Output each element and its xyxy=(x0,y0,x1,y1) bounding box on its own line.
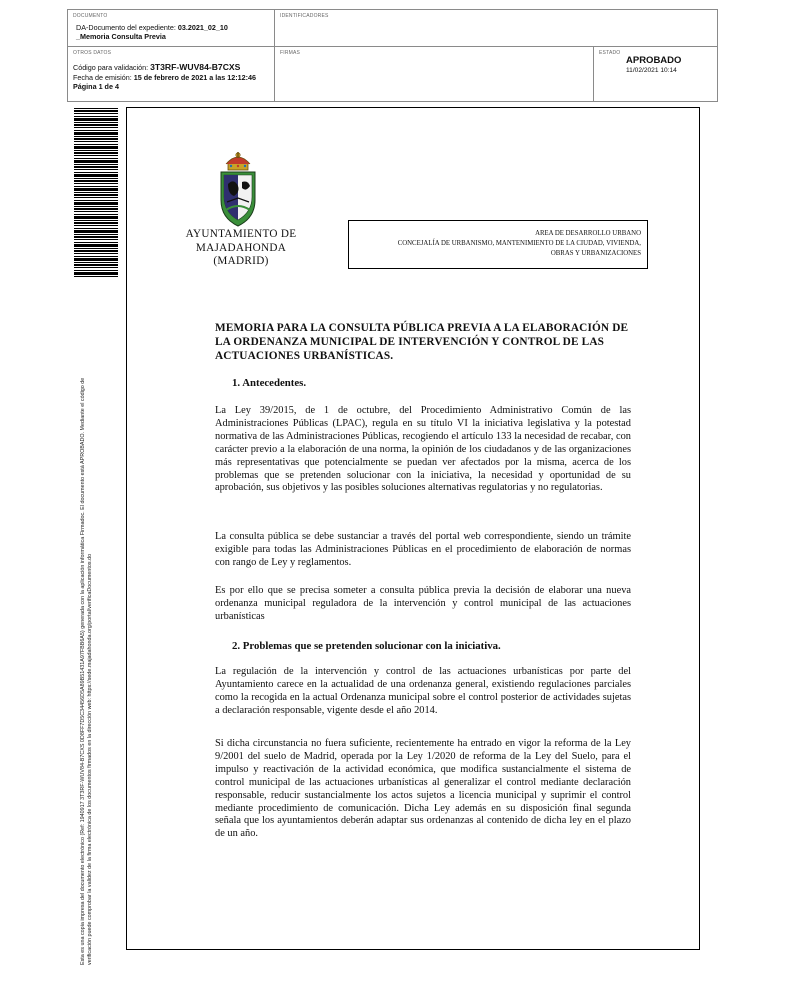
firmas-label: FIRMAS xyxy=(280,50,301,56)
otros-datos-label: OTROS DATOS xyxy=(73,50,112,56)
ayto-line3: (MADRID) xyxy=(213,255,269,267)
ayto-line2: MAJADAHONDA xyxy=(195,241,287,254)
paragraph-4: La regulación de la intervención y control de las actuaciones urbanísticas por parte del Ayuntamiento carece en la actualidad de una ordenanza general, existiendo regulaciones parciales como la recogida en la actual Ordenanza municipal sobre el control posterior de actividades sujetas a declaración responsable, vigente desde el año 2014. xyxy=(215,666,631,716)
barcode xyxy=(74,108,118,278)
document-header xyxy=(67,9,718,102)
document-title: MEMORIA PARA LA CONSULTA PÚBLICA PREVIA A LA ELABORACIÓN DE LA ORDENANZA MUNICIPAL DE INTERVENCIÓN Y CONTROL DE LAS ACTUACIONES URBANÍSTICAS. xyxy=(215,322,629,362)
area-line2: CONCEJALÍA DE URBANISMO, MANTENIMIENTO DE LA CIUDAD, VIVIENDA, xyxy=(397,240,641,247)
paragraph-5: Si dicha circunstancia no fuera suficiente, recientemente ha entrado en vigor la reforma de la Ley 9/2001 del suelo de Madrid, operada por la Ley 1/2020 de reforma de la Ley del Suelo, para el impulso y reactivación de la actividad económica, que modifica sustancialmente el sistema de control municipal de las actuaciones urbanísticas al generalizar el control mediante declaración responsable, reducir sustancialmente los actos sujetos a licencia municipal y suprimir el control mediante procedimiento de comunicación. Dicha Ley además en su disposición final segunda señala que los ayuntamientos deberán adaptar sus ordenanzas al contenido de dicha ley en el plazo de un año. xyxy=(215,738,631,840)
area-line1: AREA DE DESARROLLO URBANO xyxy=(535,230,641,237)
paragraph-1: La Ley 39/2015, de 1 de octubre, del Procedimiento Administrativo Común de las Administraciones Públicas (LPAC), regula en su título VI la iniciativa legislativa y la potestad normativa de las Administraciones Públicas, recogiendo el artículo 133 la necesidad de recabar, con carácter previo a la elaboración de una norma, la opinión de los ciudadanos y de las organizaciones más representativas que potencialmente se puedan ver afectados por la misma, acerca de los problemas que se pretenden solucionar con la iniciativa, la necesidad y oportunidad de su aprobación, sus objetivos y las posibles soluciones alternativas regulatorias y no regulatorias. xyxy=(215,405,631,494)
documento-name: _Memoria Consulta Previa xyxy=(76,32,166,41)
coat-of-arms-icon xyxy=(216,152,260,232)
emision-prefix: Fecha de emisión: xyxy=(73,72,134,82)
page-count: Página 1 de 4 xyxy=(73,82,119,91)
firmas-cell xyxy=(275,47,594,102)
area-box xyxy=(348,220,648,269)
otros-datos-cell xyxy=(68,47,275,102)
estado-label: ESTADO xyxy=(599,50,621,56)
documento-cell xyxy=(68,10,275,46)
ayto-line1: AYUNTAMIENTO DE xyxy=(185,228,297,240)
verification-side-text xyxy=(80,295,94,965)
estado-badge: APROBADO xyxy=(626,55,682,66)
area-line3: OBRAS Y URBANIZACIONES xyxy=(550,250,641,257)
ayuntamiento-name xyxy=(168,228,314,269)
section-1-heading: 1. Antecedentes. xyxy=(232,377,307,389)
estado-date: 11/02/2021 10:14 xyxy=(626,67,677,74)
paragraph-2: La consulta pública se debe sustanciar a través del portal web correspondiente, siendo un trámite exigible para todas las Administraciones Públicas en el procedimiento de elaboración de normas con rango de Ley y reglamentos. xyxy=(215,531,631,568)
paragraph-3: Es por ello que se precisa someter a consulta pública previa la decisión de elaborar una nueva ordenanza municipal reguladora de la intervención y control municipal de las actuaciones urbanísticas xyxy=(215,585,631,622)
identificadores-cell xyxy=(275,10,717,46)
documento-prefix: DA-Documento del expediente: xyxy=(76,23,178,32)
estado-cell xyxy=(594,47,717,102)
documento-value xyxy=(76,23,228,41)
validacion-prefix: Código para validación: xyxy=(73,63,151,72)
side-text-line2: verificación puede comprobar la validez de la firma electrónica de los documentos firmados en la dirección web: https://sede.majadahonda.org/portal/verificaDocumentos.do xyxy=(87,553,93,965)
identificadores-label: IDENTIFICADORES xyxy=(280,13,329,19)
expediente-number: 03.2021_02_10 xyxy=(177,23,228,32)
documento-label: DOCUMENTO xyxy=(73,13,108,19)
emision-date: 15 de febrero de 2021 a las 12:12:46 xyxy=(133,72,256,82)
validacion-code[interactable]: 3T3RF-WUV84-B7CXS xyxy=(150,62,241,72)
side-text-line1: Esta es una copia impresa del documento electrónico (Ref: 1940917 3T3RF-WUV84-B7CXS 0D8FF7D5C34456D5A89B51431A97FBB6A5) generada con la aplicación informática Firmadoc. El documento está APROBADO. Mediante el código de xyxy=(80,377,86,965)
section-2-heading: 2. Problemas que se pretenden solucionar con la iniciativa. xyxy=(232,640,501,652)
